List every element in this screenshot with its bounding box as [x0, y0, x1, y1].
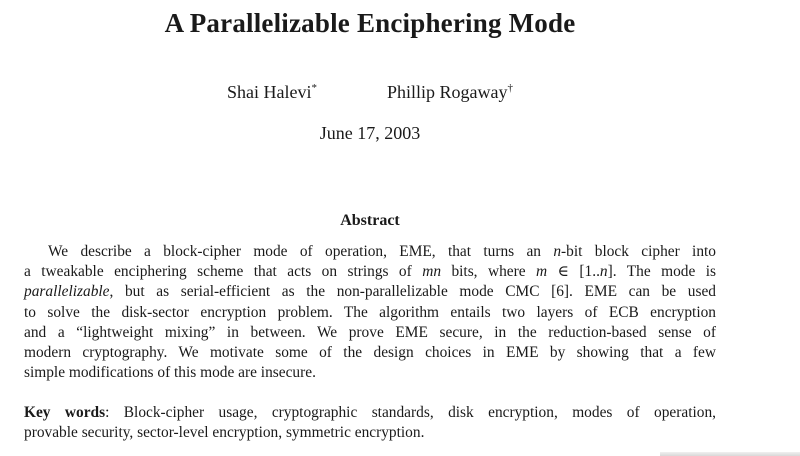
author-halevi	[227, 82, 317, 103]
paper-title: A Parallelizable Enciphering Mode	[164, 8, 576, 38]
page-edge-shadow	[660, 452, 800, 456]
abstract-line: and a “lightweight mixing” in between. We prove EME secure, in the reduction-based sense of	[24, 323, 716, 341]
keywords-line: Key words: Block-cipher usage, cryptographic standards, disk encryption, modes of operation,	[24, 404, 716, 421]
paper-date: June 17, 2003	[319, 123, 421, 143]
abstract-line: parallelizable, but as serial-efficient as the non-parallelizable mode CMC [6]. EME can be used	[24, 283, 716, 301]
keywords-line: provable security, sector-level encryption, symmetric encryption.	[24, 424, 425, 442]
abstract-heading: Abstract	[340, 212, 400, 229]
keywords-section	[24, 403, 716, 443]
abstract-body	[24, 242, 716, 383]
keywords-label: Key words	[24, 404, 106, 421]
abstract-line: a tweakable enciphering scheme that acts on strings of mn bits, where m ∈ [1..n]. The mode is	[24, 263, 717, 281]
author-list	[0, 82, 740, 103]
abstract-line: modern cryptography. We motivate some of the design choices in EME by showing that a few	[24, 344, 716, 362]
author-rogaway	[387, 82, 513, 103]
author-name: Phillip Rogaway	[386, 82, 508, 102]
abstract-line: to solve the disk-sector encryption problem. The algorithm entails two layers of ECB encryption	[24, 303, 716, 321]
author-footnote-mark: *	[311, 82, 317, 94]
author-name: Shai Halevi	[227, 82, 312, 102]
abstract-line: simple modifications of this mode are insecure.	[24, 364, 316, 382]
abstract-line: We describe a block-cipher mode of operation, EME, that turns an n-bit block cipher into	[48, 243, 716, 260]
author-footnote-mark: †	[507, 82, 513, 94]
